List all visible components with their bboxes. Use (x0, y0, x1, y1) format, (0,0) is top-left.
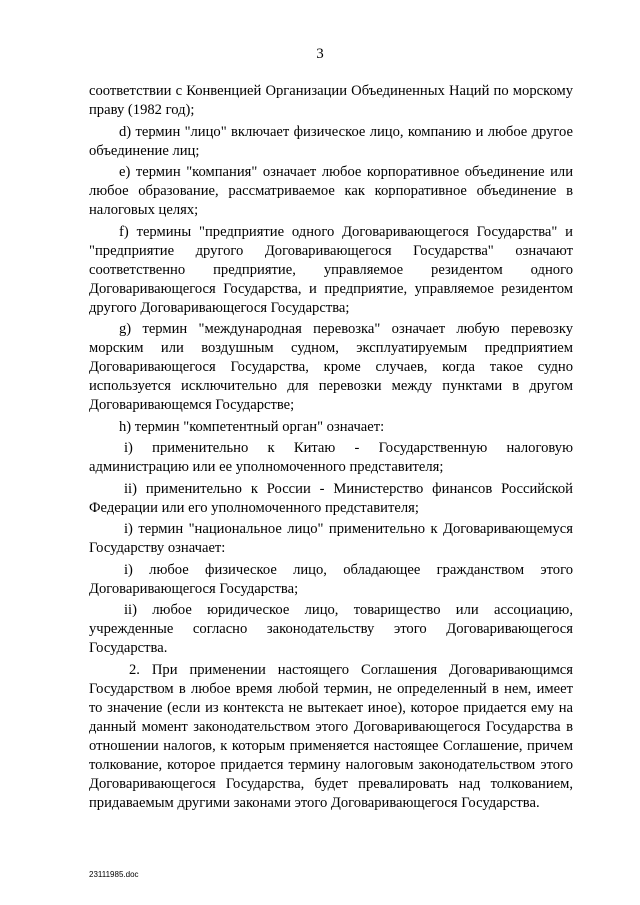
footer-filename: 23111985.doc (89, 870, 139, 879)
definition-h-ii: ii) применительно к России - Министерство финансов Российской Федерации или его уполномоченного представителя; (89, 480, 573, 516)
definition-f: f) термины "предприятие одного Договаривающегося Государства" и "предприятие другого Договаривающегося Государства" означают соответственно предприятие, управляемое резидентом одного Договаривающегося Государства, и предприятие, управляемое резидентом другого Договаривающегося Государства; (89, 223, 573, 316)
definition-d: d) термин "лицо" включает физическое лицо, компанию и любое другое объединение лиц; (89, 123, 573, 159)
definition-i: i) термин "национальное лицо" применительно к Договаривающемуся Государству означает: (89, 521, 573, 556)
definition-e: e) термин "компания" означает любое корпоративное объединение или любое образование, рассматриваемое как корпоративное объединение в налоговых целях; (89, 164, 573, 218)
document-body (89, 82, 573, 815)
clause-2: 2. При применении настоящего Соглашения Договаривающимся Государством в любое время любой термин, не определенный в нем, имеет то значение (если из контекста не вытекает иное), которое придается ему на данный момент законодательством этого Договаривающегося Государства в отношении налогов, к которым применяется настоящее Соглашение, причем толкование, которое придается термину налоговым законодательством этого Договаривающегося Государства, будет превалировать над толкованием, придаваемым другими законами этого Договаривающегося Государства. (89, 661, 573, 811)
definition-i-ii: ii) любое юридическое лицо, товарищество или ассоциацию, учрежденные согласно законодательству этого Договаривающегося Государства. (89, 602, 573, 656)
definition-g: g) термин "международная перевозка" означает любую перевозку морским или воздушным судном, эксплуатируемым предприятием Договаривающегося Государства, кроме случаев, когда такое судно используется исключительно для перевозки между пунктами в другом Договаривающемся Государстве; (89, 321, 573, 413)
definition-h-i: i) применительно к Китаю - Государственную налоговую администрацию или ее уполномоченного представителя; (89, 440, 573, 475)
page-number: 3 (316, 46, 324, 62)
definition-i-i: i) любое физическое лицо, обладающее гражданством этого Договаривающегося Государства; (89, 561, 573, 597)
definition-h: h) термин "компетентный орган" означает: (119, 418, 385, 435)
paragraph-continuation: соответствии с Конвенцией Организации Объединенных Наций по морскому праву (1982 год); (89, 83, 573, 118)
